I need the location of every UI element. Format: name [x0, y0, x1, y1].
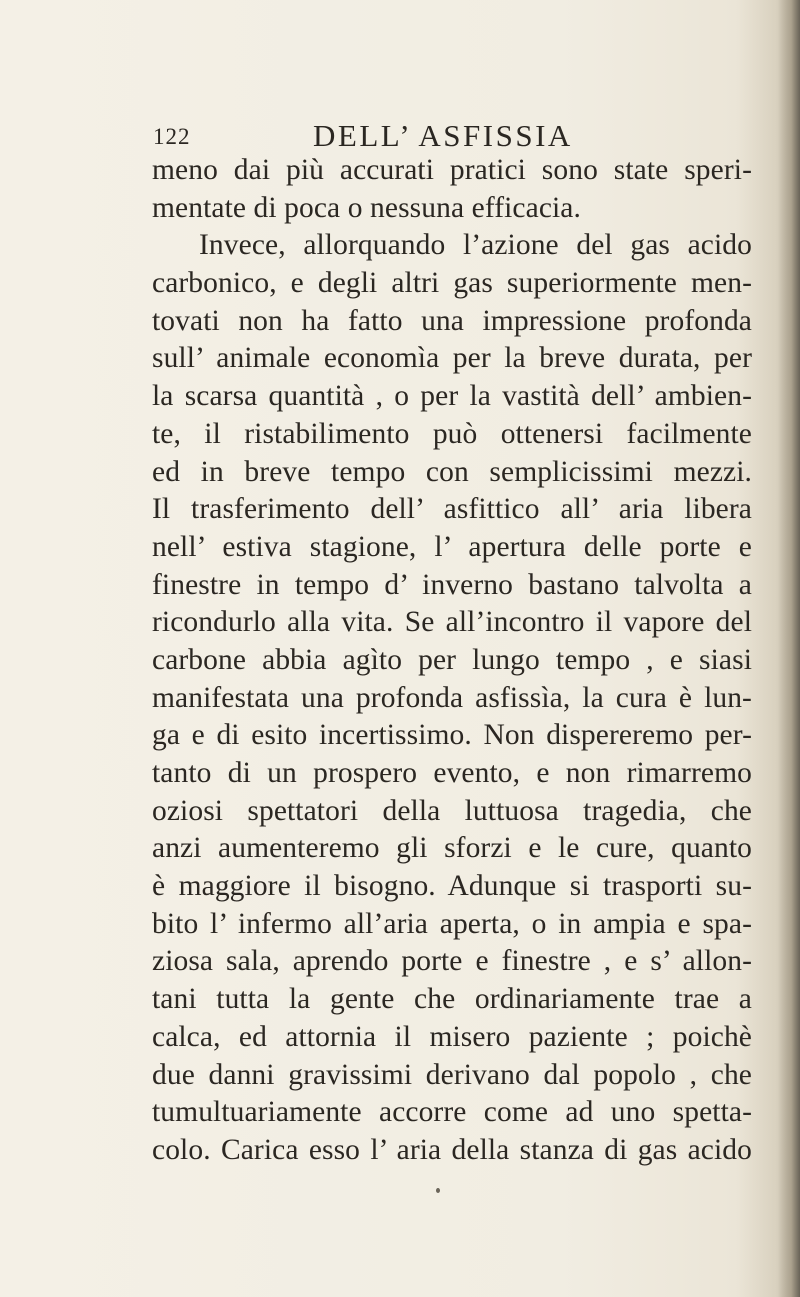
- text-line: te, il ristabilimento può ottenersi facilmente: [152, 417, 752, 450]
- text-line: la scarsa quantità , o per la vastità dell’ ambien-: [152, 380, 752, 413]
- text-line: tanto di un prospero evento, e non rimarremo: [152, 757, 752, 789]
- text-line: colo. Carica esso l’ aria della stanza di gas acido: [152, 1133, 752, 1166]
- running-head: [153, 118, 743, 154]
- text-line: manifestata una profonda asfissìa, la cura è lun-: [152, 681, 752, 714]
- ink-speck: [436, 1188, 440, 1193]
- text-line: ricondurlo alla vita. Se all’incontro il vapore del: [152, 606, 752, 639]
- text-line: anzi aumenteremo gli sforzi e le cure, quanto: [152, 832, 752, 865]
- text-line: ed in breve tempo con semplicissimi mezzi.: [152, 455, 752, 488]
- text-line: oziosi spettatori della luttuosa tragedia, che: [152, 794, 752, 827]
- text-line: tumultuariamente accorre come ad uno spetta-: [152, 1096, 752, 1129]
- text-line: carbone abbia agìto per lungo tempo , e siasi: [152, 643, 752, 676]
- text-line: tani tutta la gente che ordinariamente trae a: [152, 983, 752, 1016]
- page-binding-edge: [778, 0, 800, 1297]
- text-line: ga e di esito incertissimo. Non dispereremo per-: [152, 719, 752, 752]
- text-line: finestre in tempo d’ inverno bastano talvolta a: [152, 568, 752, 601]
- running-title: DELL’ ASFISSIA: [313, 118, 573, 153]
- body-text: [152, 152, 752, 1170]
- text-line: mentate di poca o nessuna efficacia.: [152, 191, 581, 224]
- text-line: meno dai più accurati pratici sono state speri-: [152, 154, 752, 186]
- text-line: ziosa sala, aprendo porte e finestre , e s’ allon-: [152, 945, 752, 978]
- text-line: bito l’ infermo all’aria aperta, o in ampia e spa-: [152, 907, 752, 940]
- text-line: carbonico, e degli altri gas superiormente men-: [152, 267, 752, 300]
- text-line: calca, ed attornia il misero paziente ; poichè: [152, 1020, 752, 1053]
- text-line: due danni gravissimi derivano dal popolo , che: [152, 1058, 752, 1091]
- text-line: tovati non ha fatto una impressione profonda: [152, 304, 752, 337]
- text-line: nell’ estiva stagione, l’ apertura delle porte e: [152, 530, 752, 563]
- text-line: Invece, allorquando l’azione del gas acido: [199, 229, 752, 262]
- text-line: Il trasferimento dell’ asfittico all’ aria libera: [152, 493, 752, 526]
- text-line: è maggiore il bisogno. Adunque si trasporti su-: [152, 870, 752, 903]
- page-number: 122: [153, 124, 191, 149]
- text-line: sull’ animale economìa per la breve durata, per: [152, 342, 752, 375]
